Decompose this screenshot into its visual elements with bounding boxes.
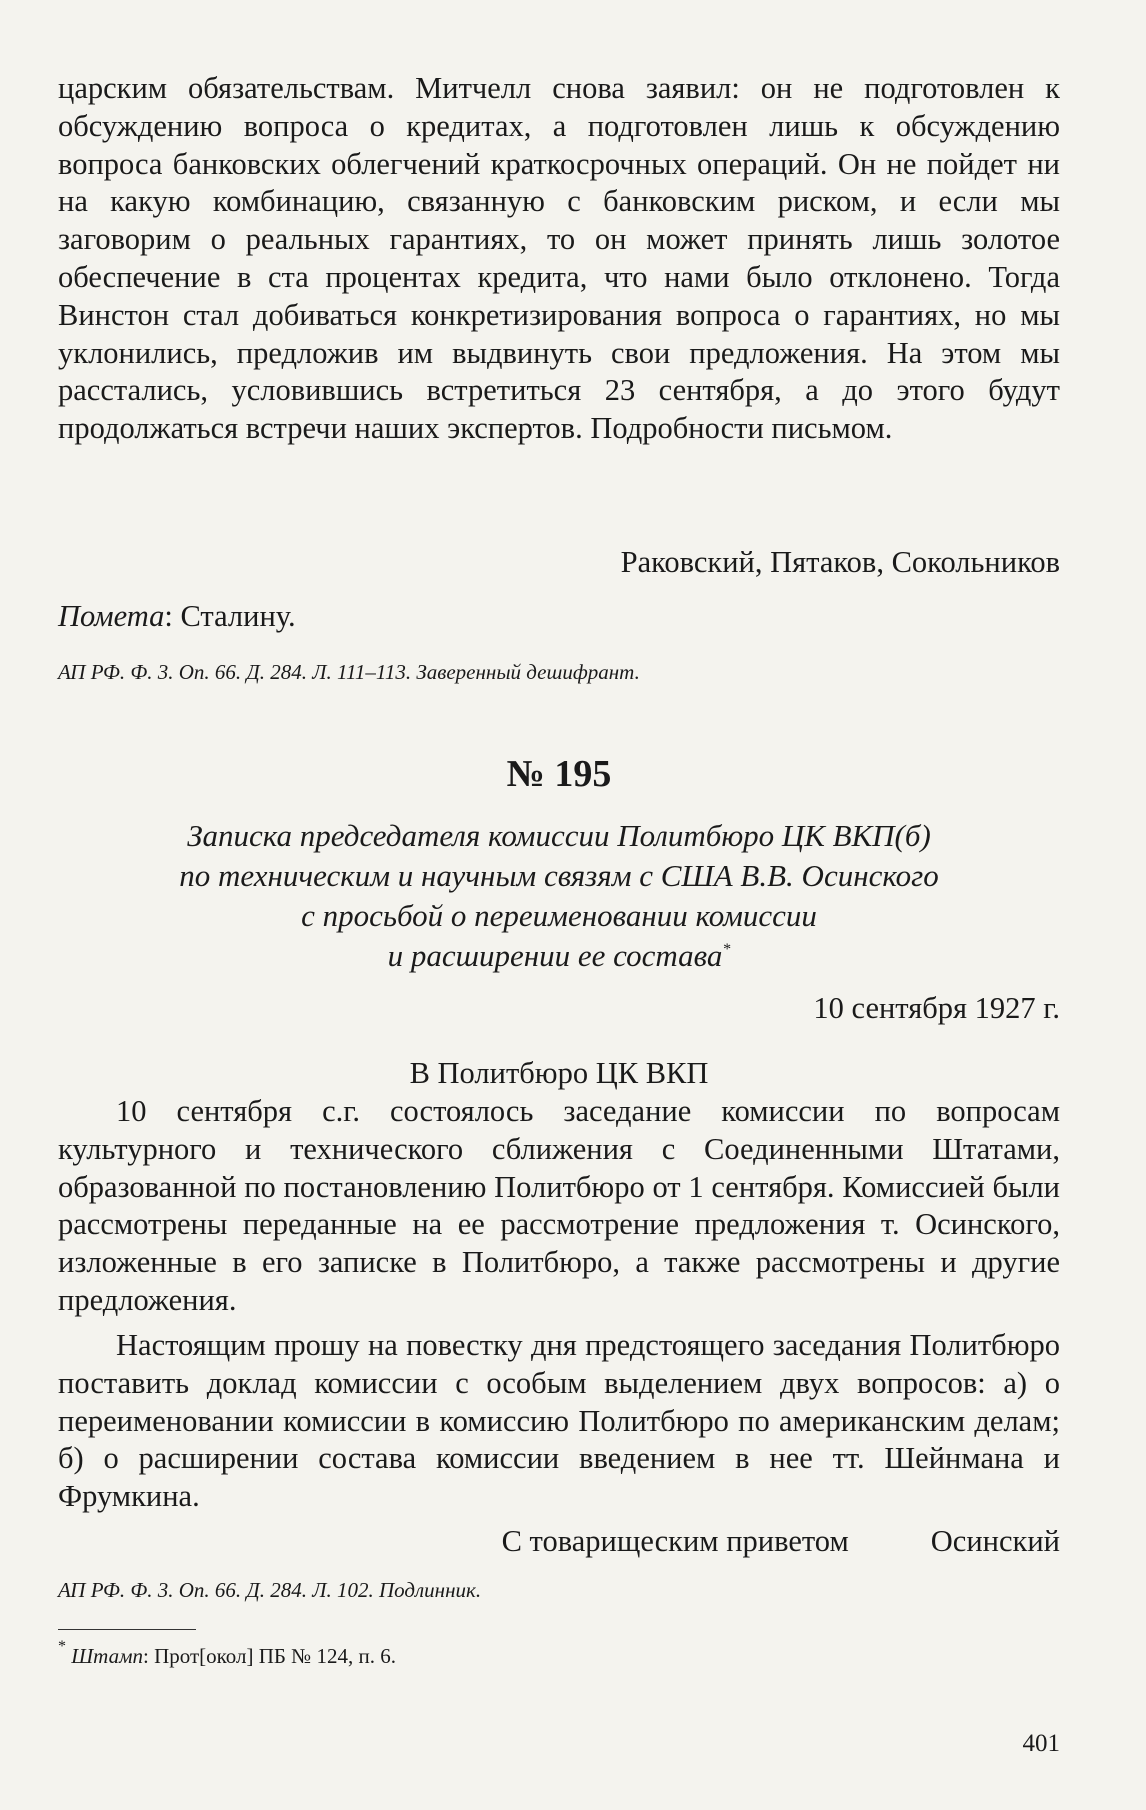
signer: Осинский [930, 1524, 1060, 1558]
addressee: В Политбюро ЦК ВКП [409, 1056, 709, 1090]
body-paragraph-2: Настоящим прошу на повестку дня предстоящего заседания Политбюро поставить доклад комиссии с особым выделением двух вопросов: а) о переименовании комиссии в комиссию Политбюро по американским делам; б) о расширении состава комиссии введением в нее тт. Шейнмана и Фрумкина. [58, 1328, 1060, 1514]
closing-row [58, 1522, 1060, 1560]
title-line: с просьбой о переименовании комиссии [301, 898, 817, 933]
archival-reference-1: АП РФ. Ф. 3. Оп. 66. Д. 284. Л. 111–113. Заверенный дешифрант. [58, 660, 640, 684]
title-line-last [58, 936, 1060, 976]
archival-reference-2: АП РФ. Ф. 3. Оп. 66. Д. 284. Л. 102. Подлинник. [58, 1578, 482, 1602]
title-line-text: и расширении ее состава [387, 938, 723, 973]
continuation-paragraph: царским обязательствам. Митчелл снова заявил: он не подготовлен к обсуждению вопроса о кредитах, а подготовлен лишь к обсуждению вопроса банковских облегчений краткосрочных операций. Он не пойдет ни на какую комбинацию, связанную с банковским риском, и если мы заговорим о реальных гарантиях, то он может принять лишь золотое обеспечение в ста процентах кредита, что нами было отклонено. Тогда Винстон стал добиваться конкретизирования вопроса о гарантиях, но мы уклонились, предложив им выдвинуть свои предложения. На этом мы расстались, условившись встретиться 23 сентября, а до этого будут продолжаться встречи наших экспертов. Подробности письмом. [58, 71, 1060, 446]
footnote-text: : Прот[окол] ПБ № 124, п. 6. [142, 1644, 396, 1668]
annotation-text: : Сталину. [164, 599, 296, 633]
footnote-divider [58, 1629, 196, 1630]
annotation-label: Помета [58, 599, 165, 633]
title-line: Записка председателя комиссии Политбюро ЦК ВКП(б) [187, 818, 931, 853]
footnote-mark: * [58, 1638, 66, 1655]
footnote [58, 1638, 1060, 1670]
document-date: 10 сентября 1927 г. [813, 991, 1060, 1025]
title-footnote-mark: * [722, 941, 731, 958]
document-number: № 195 [506, 753, 612, 795]
page-number: 401 [1022, 1730, 1060, 1757]
footnote-label: Штамп [71, 1644, 143, 1668]
body-paragraph-1: 10 сентября с.г. состоялось заседание комиссии по вопросам культурного и технического сближения с Соединенными Штатами, образованной по постановлению Политбюро от 1 сентября. Комиссией были рассмотрены переданные на ее рассмотрение предложения т. Осинского, изложенные в его записке в Политбюро, а также рассмотрены и другие предложения. [58, 1094, 1060, 1317]
document-title [58, 816, 1060, 976]
title-line: по техническим и научным связям с США В.В. Осинского [179, 858, 939, 893]
closing-phrase: С товарищеским приветом [501, 1524, 849, 1558]
signatories: Раковский, Пятаков, Сокольников [620, 545, 1060, 579]
annotation [58, 598, 1060, 636]
